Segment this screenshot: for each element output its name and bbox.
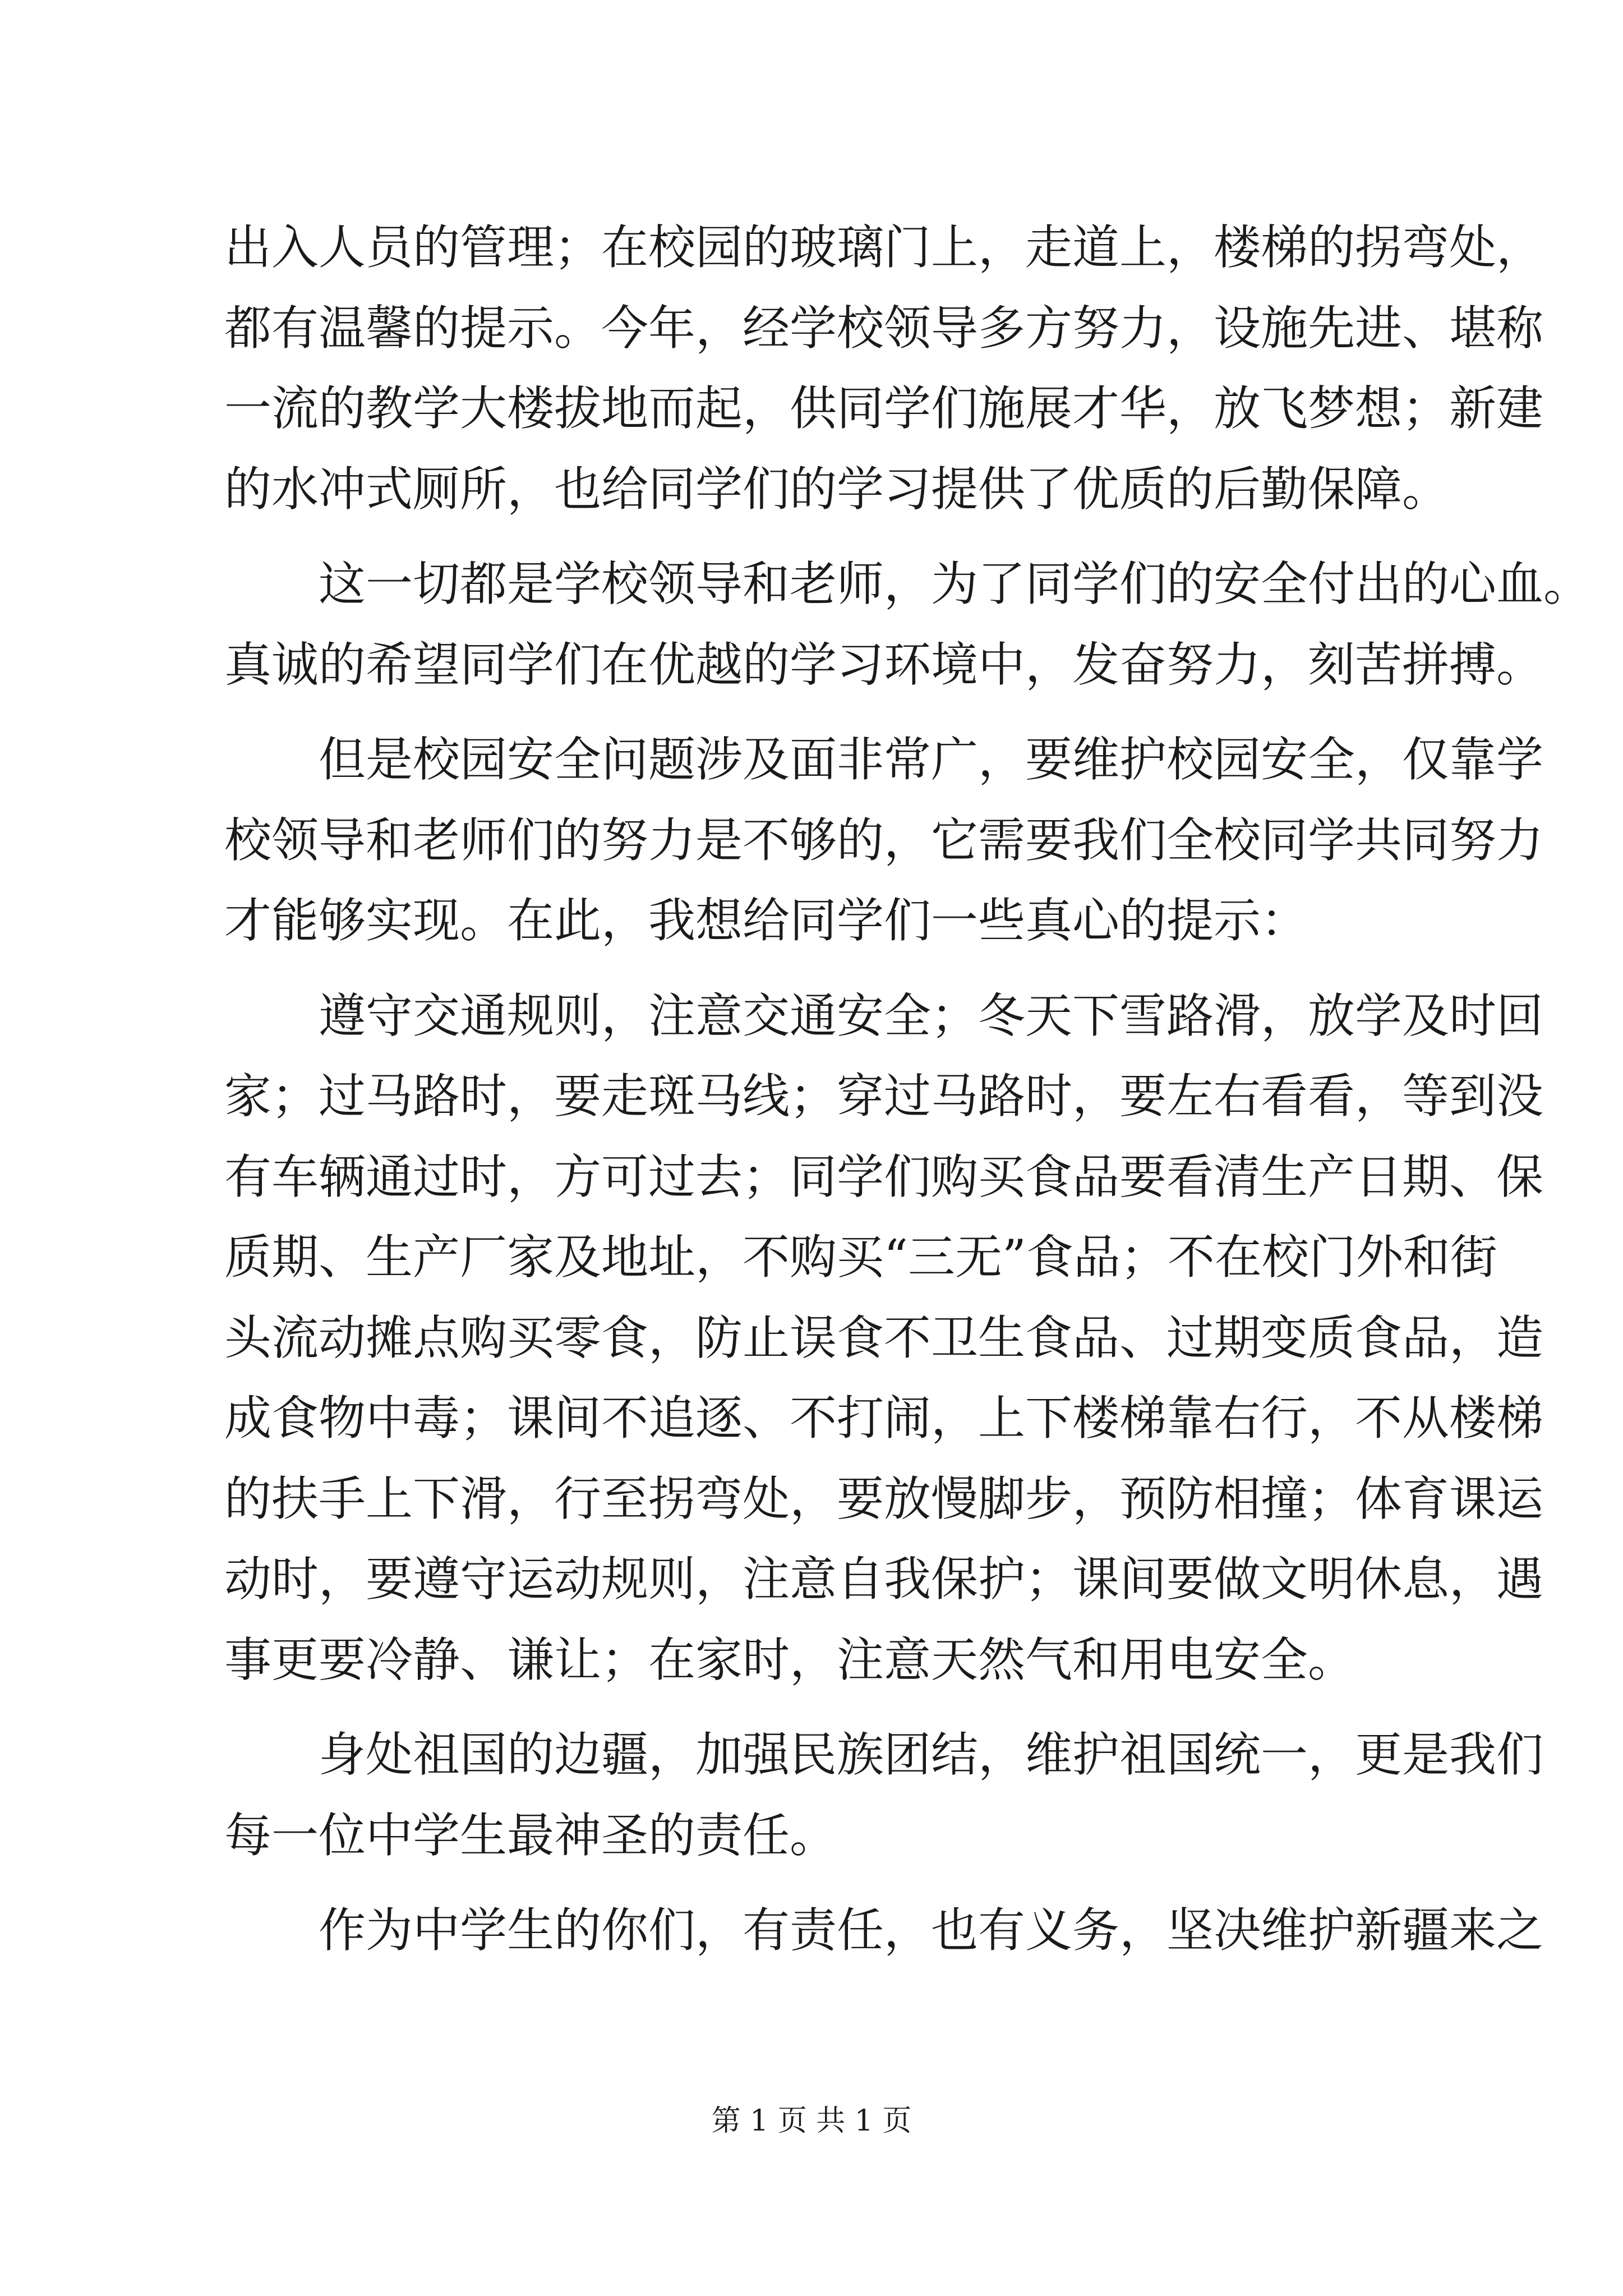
page-number: 第 1 页 共 1 页 — [711, 2104, 912, 2138]
text-line: 出入人员的管理；在校园的玻璃门上，走道上，楼梯的拐弯处， — [224, 220, 1544, 275]
page-footer — [0, 2097, 1623, 2139]
paragraph-6 — [224, 1890, 1544, 1971]
text-line: 动时，要遵守运动规则，注意自我保护；课间要做文明休息，遇 — [224, 1552, 1544, 1607]
text-line: 有车辆通过时，方可过去；同学们购买食品要看清生产日期、保 — [224, 1149, 1544, 1204]
paragraph-3 — [224, 720, 1544, 961]
text-line: 成食物中毒；课间不追逐、不打闹，上下楼梯靠右行，不从楼梯 — [224, 1391, 1544, 1446]
text-line: 作为中学生的你们，有责任，也有义务，坚决维护新疆来之 — [224, 1903, 1544, 1958]
paragraph-5 — [224, 1715, 1544, 1876]
text-line: 的水冲式厕所，也给同学们的学习提供了优质的后勤保障。 — [224, 461, 1450, 517]
text-line: 的扶手上下滑，行至拐弯处，要放慢脚步，预防相撞；体育课运 — [224, 1471, 1544, 1526]
text-line: 这一切都是学校领导和老师，为了同学们的安全付出的心血。 — [224, 556, 1591, 611]
text-line: 每一位中学生最神圣的责任。 — [224, 1807, 837, 1863]
paragraph-gap — [224, 1876, 1424, 1890]
text-line: 都有温馨的提示。今年，经学校领导多方努力，设施先进、堪称 — [224, 300, 1544, 356]
paragraph-1 — [224, 208, 1544, 530]
text-line: 事更要冷静、谦让；在家时，注意天然气和用电安全。 — [224, 1632, 1355, 1687]
text-line: 但是校园安全问题涉及面非常广，要维护校园安全，仅靠学 — [224, 732, 1544, 787]
text-line: 家；过马路时，要走斑马线；穿过马路时，要左右看看，等到没 — [224, 1069, 1544, 1124]
text-line: 才能够实现。在此，我想给同学们一些真心的提示： — [224, 893, 1308, 948]
text-line: 身处祖国的边疆，加强民族团结，维护祖国统一，更是我们 — [224, 1727, 1544, 1782]
paragraph-gap — [224, 961, 1424, 976]
text-line: 头流动摊点购买零食，防止误食不卫生食品、过期变质食品，造 — [224, 1310, 1544, 1365]
text-line: 真诚的希望同学们在优越的学习环境中，发奋努力，刻苦拼搏。 — [224, 637, 1544, 692]
paragraph-2 — [224, 544, 1591, 705]
paragraph-gap — [224, 530, 1424, 544]
document-body — [224, 208, 1591, 1971]
text-line: 一流的教学大楼拔地而起，供同学们施展才华，放飞梦想；新建 — [224, 381, 1544, 436]
paragraph-gap — [224, 705, 1424, 720]
text-line: 遵守交通规则，注意交通安全；冬天下雪路滑，放学及时回 — [224, 988, 1544, 1043]
text-line: 质期、生产厂家及地址，不购买“三无”食品；不在校门外和街 — [224, 1230, 1497, 1285]
paragraph-gap — [224, 1700, 1424, 1715]
text-line: 校领导和老师们的努力是不够的，它需要我们全校同学共同努力 — [224, 812, 1544, 868]
paragraph-4 — [224, 976, 1544, 1701]
